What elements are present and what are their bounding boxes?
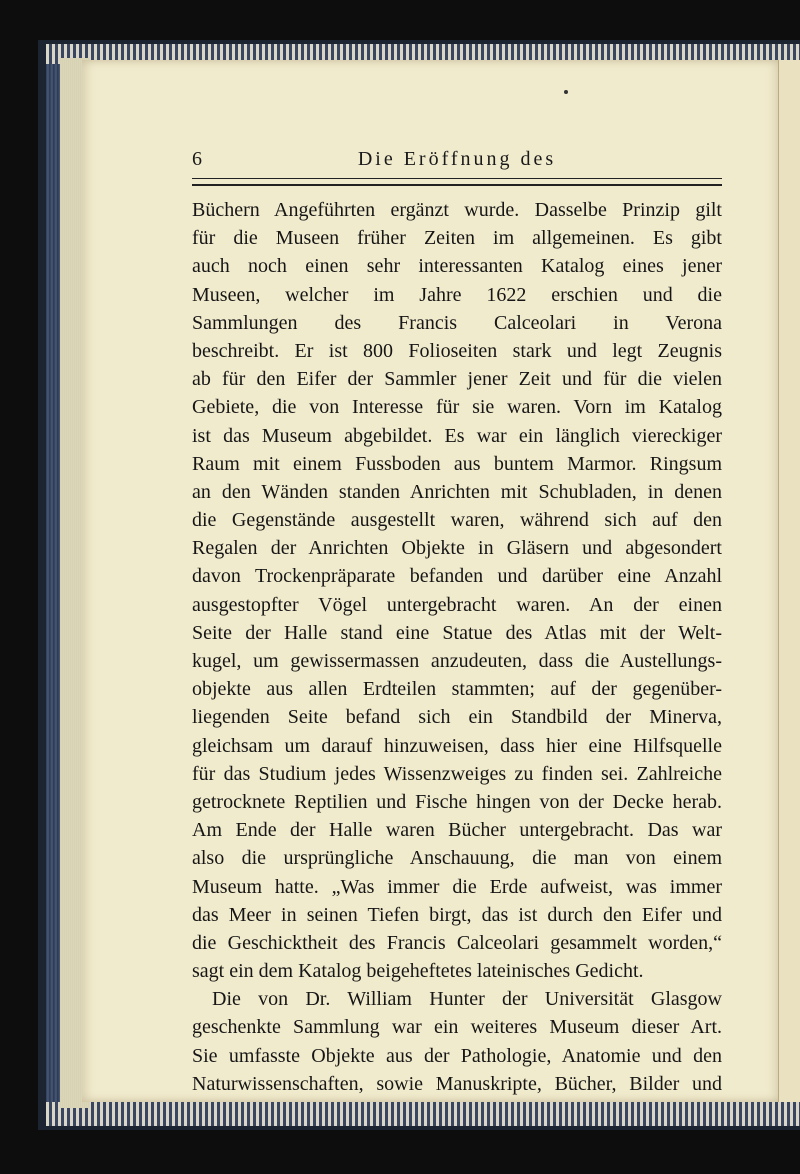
text-line: ausgestopfter Vögel untergebracht waren. An der einen: [192, 593, 722, 616]
text-line: Am Ende der Halle waren Bücher untergebracht. Das war: [192, 819, 722, 842]
text-line: liegenden Seite befand sich ein Standbild der Minerva,: [192, 706, 722, 729]
header-rule: [192, 178, 722, 186]
text-line: die Geschicktheit des Francis Calceolari gesammelt worden,“: [192, 931, 722, 954]
text-line: getrocknete Reptilien und Fische hingen von der Decke herab.: [192, 790, 722, 813]
text-line: Büchern Angeführten ergänzt wurde. Dasselbe Prinzip gilt: [192, 199, 722, 221]
text-line: davon Trockenpräparate befanden und darüber eine Anzahl: [192, 565, 722, 588]
text-line: Museen, welcher im Jahre 1622 erschien und die: [192, 283, 722, 306]
facing-page-edge: [778, 60, 800, 1102]
text-line: auch noch einen sehr interessanten Katalog eines jener: [192, 255, 722, 278]
text-line: Gebiete, die von Interesse für sie waren. Vorn im Katalog: [192, 396, 722, 419]
text-line: ab für den Eifer der Sammler jener Zeit und für die vielen: [192, 368, 722, 391]
text-line: die Gegenstände ausgestellt waren, während sich auf den: [192, 509, 722, 532]
text-line: Seite der Halle stand eine Statue des Atlas mit der Welt-: [192, 621, 722, 644]
page-speck: [564, 90, 568, 94]
text-line: Naturwissenschaften, sowie Manuskripte, Bücher, Bilder und: [192, 1072, 722, 1095]
text-line: ist das Museum abgebildet. Es war ein länglich viereckiger: [192, 424, 722, 447]
text-line: kugel, um gewissermassen anzudeuten, dass die Austellungs-: [192, 650, 722, 672]
text-line: sagt ein dem Katalog beigeheftetes lateinisches Gedicht.: [192, 960, 644, 983]
text-line: Die von Dr. William Hunter der Universität Glasgow: [212, 988, 722, 1011]
text-line: für die Museen früher Zeiten im allgemeinen. Es gibt: [192, 227, 722, 250]
text-line: das Meer in seinen Tiefen birgt, das ist durch den Eifer und: [192, 903, 722, 926]
bottom-page-edge-band: [46, 1102, 800, 1126]
text-line: objekte aus allen Erdteilen stammten; auf der gegenüber-: [192, 678, 722, 701]
page-header: [192, 148, 722, 178]
text-line: Sammlungen des Francis Calceolari in Verona: [192, 311, 722, 334]
text-line: an den Wänden standen Anrichten mit Schubladen, in denen: [192, 480, 722, 503]
text-line: Museum hatte. „Was immer die Erde aufweist, was immer: [192, 875, 722, 898]
text-line: geschenkte Sammlung war ein weiteres Museum dieser Art.: [192, 1016, 722, 1039]
body-text: [192, 196, 722, 1098]
text-line: gleichsam um darauf hinzuweisen, dass hier eine Hilfsquelle: [192, 734, 722, 757]
running-title: Die Eröffnung des: [357, 148, 557, 170]
text-line: Raum mit einem Fussboden aus buntem Marmor. Ringsum: [192, 452, 722, 475]
text-line: Regalen der Anrichten Objekte in Gläsern und abgesondert: [192, 537, 722, 560]
text-line: beschreibt. Er ist 800 Folioseiten stark und legt Zeugnis: [192, 339, 722, 362]
page-number: 6: [192, 148, 202, 170]
text-line: also die ursprüngliche Anschauung, die man von einem: [192, 847, 722, 870]
text-line: Sie umfasste Objekte aus der Pathologie, Anatomie und den: [192, 1044, 722, 1067]
text-line: für das Studium jedes Wissenzweiges zu finden sei. Zahlreiche: [192, 762, 722, 785]
